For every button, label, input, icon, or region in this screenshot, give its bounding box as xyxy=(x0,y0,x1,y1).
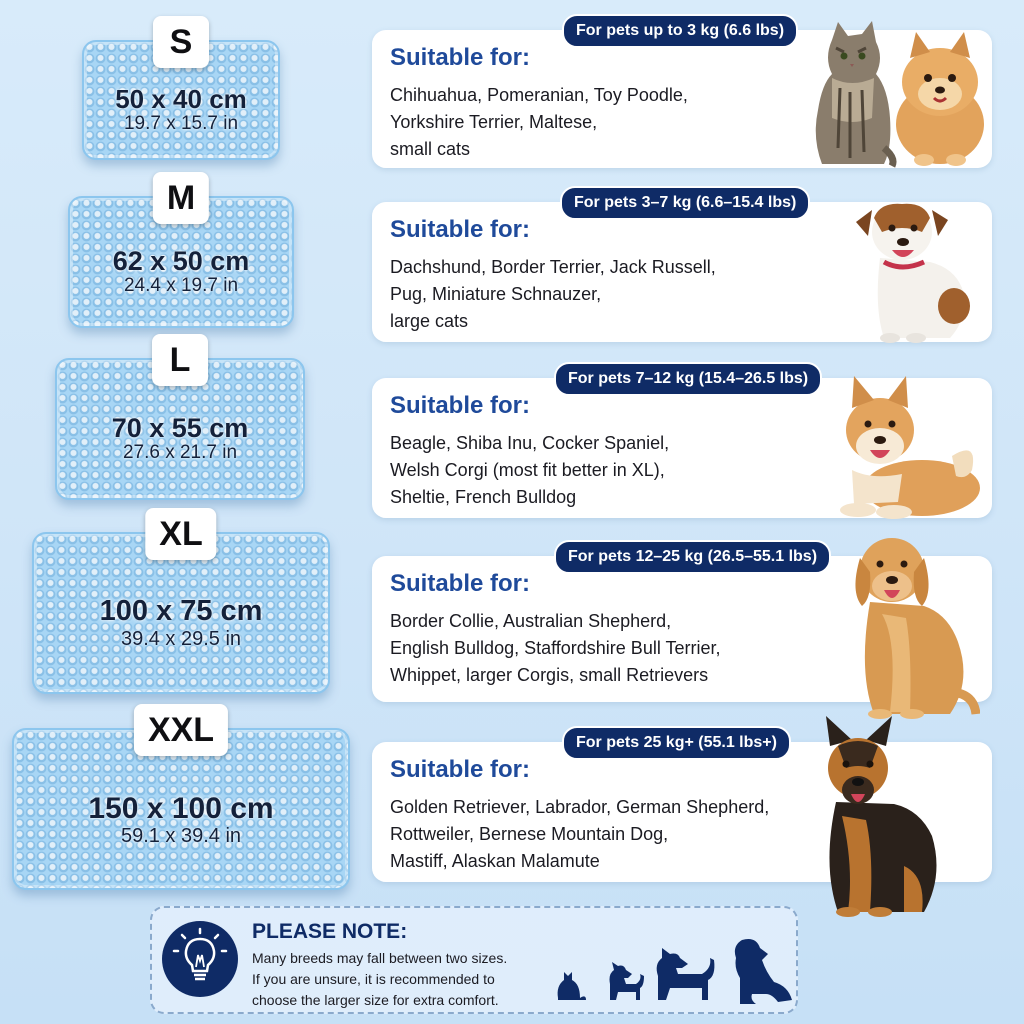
size-l-badge: L xyxy=(152,334,208,386)
size-xl-cm: 100 x 75 cm xyxy=(99,595,263,628)
size-m-cm: 62 x 50 cm xyxy=(112,245,250,276)
breed-line: Welsh Corgi (most fit better in XL), xyxy=(390,460,665,480)
size-xl-mat xyxy=(32,515,330,694)
size-m-badge: M xyxy=(153,172,209,224)
note-line: If you are unsure, it is recommended to xyxy=(252,971,495,987)
breed-line: Border Collie, Australian Shepherd, xyxy=(390,611,672,631)
breed-line: small cats xyxy=(390,139,471,159)
size-l-mat xyxy=(55,341,305,500)
breed-line: Sheltie, French Bulldog xyxy=(390,487,577,507)
size-xxl-cm: 150 x 100 cm xyxy=(88,791,274,825)
breed-line: Yorkshire Terrier, Maltese, xyxy=(390,112,598,132)
size-s-inches: 19.7 x 15.7 in xyxy=(123,112,239,134)
size-l-cm: 70 x 55 cm xyxy=(111,412,249,443)
size-xxl-suitable-label: Suitable for: xyxy=(390,756,531,783)
size-l-inches: 27.6 x 21.7 in xyxy=(122,442,238,464)
size-m-inches: 24.4 x 19.7 in xyxy=(123,275,239,297)
size-xxl-badge: XXL xyxy=(134,704,228,756)
size-s-cm: 50 x 40 cm xyxy=(115,84,247,115)
size-s-badge: S xyxy=(153,16,209,68)
size-xl-weight-pill: For pets 12–25 kg (26.5–55.1 lbs) xyxy=(554,540,831,574)
size-l-suitable-label: Suitable for: xyxy=(390,392,531,419)
note-text xyxy=(252,948,507,1011)
size-m-weight-pill: For pets 3–7 kg (6.6–15.4 lbs) xyxy=(560,186,810,220)
breed-line: Pug, Miniature Schnauzer, xyxy=(390,284,602,304)
size-xxl-weight-pill: For pets 25 kg+ (55.1 lbs+) xyxy=(562,726,791,760)
tabby-cat-image xyxy=(792,18,902,168)
size-s-weight-pill: For pets up to 3 kg (6.6 lbs) xyxy=(562,14,798,48)
size-s-mat xyxy=(82,23,280,160)
size-s-breeds xyxy=(390,82,688,163)
pomeranian-image xyxy=(888,24,992,166)
breed-line: Rottweiler, Bernese Mountain Dog, xyxy=(390,824,669,844)
jack-russell-image xyxy=(850,188,980,344)
breed-line: large cats xyxy=(390,311,469,331)
size-xl-badge: XL xyxy=(145,508,216,560)
size-xl-inches: 39.4 x 29.5 in xyxy=(120,627,242,650)
size-m-mat xyxy=(68,179,294,328)
size-xl-suitable-label: Suitable for: xyxy=(390,570,531,597)
size-l-weight-pill: For pets 7–12 kg (15.4–26.5 lbs) xyxy=(554,362,822,396)
breed-line: Chihuahua, Pomeranian, Toy Poodle, xyxy=(390,85,688,105)
breed-line: Mastiff, Alaskan Malamute xyxy=(390,851,600,871)
size-m-suitable-label: Suitable for: xyxy=(390,216,531,243)
breed-line: English Bulldog, Staffordshire Bull Terrier, xyxy=(390,638,721,658)
breed-line: Whippet, larger Corgis, small Retrievers xyxy=(390,665,709,685)
size-xl-breeds xyxy=(390,608,721,689)
please-note-box xyxy=(150,906,798,1014)
size-xxl-breeds xyxy=(390,794,769,875)
size-m-breeds xyxy=(390,254,716,335)
note-line: Many breeds may fall between two sizes. xyxy=(252,950,508,966)
size-l-breeds xyxy=(390,430,669,511)
breed-line: Beagle, Shiba Inu, Cocker Spaniel, xyxy=(390,433,670,453)
lightbulb-icon xyxy=(162,921,238,997)
size-xxl-mat xyxy=(12,711,350,890)
shiba-inu-image xyxy=(832,370,982,520)
breed-line: Golden Retriever, Labrador, German Shepherd, xyxy=(390,797,770,817)
note-line: choose the larger size for extra comfort. xyxy=(252,992,499,1008)
golden-retriever-image xyxy=(840,522,980,720)
note-title: PLEASE NOTE: xyxy=(252,920,408,943)
german-shepherd-image xyxy=(808,716,948,918)
size-xxl-inches: 59.1 x 39.4 in xyxy=(120,824,242,847)
pet-size-silhouettes-icon xyxy=(552,928,792,1008)
size-s-suitable-label: Suitable for: xyxy=(390,44,531,71)
breed-line: Dachshund, Border Terrier, Jack Russell, xyxy=(390,257,716,277)
